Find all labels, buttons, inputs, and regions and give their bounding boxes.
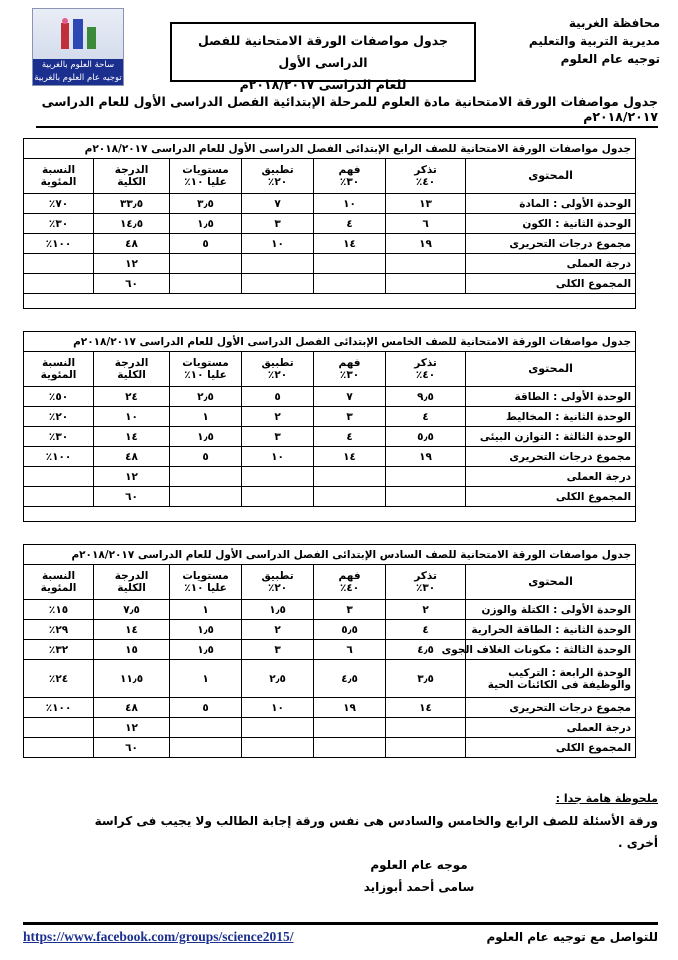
row-label: درجة العملى (466, 254, 636, 274)
cell: ٢٠٪ (24, 407, 94, 427)
table-row (24, 467, 636, 487)
header-cell: المحتوى (466, 352, 636, 387)
row-label: درجة العملى (466, 467, 636, 487)
table-header-row (24, 565, 636, 600)
logo-text-1: ساحة العلوم بالغربية (41, 60, 115, 70)
cell: ٣٢٪ (24, 640, 94, 660)
header-cell: الدرجة الكلية (94, 352, 170, 387)
cell: ١٥٪ (24, 600, 94, 620)
cell: ١٤ (386, 698, 466, 718)
cell (314, 738, 386, 758)
header-cell: المحتوى (466, 565, 636, 600)
cell (242, 254, 314, 274)
cell: ١٤ (94, 427, 170, 447)
header-cell: تطبيق ٢٠٪ (242, 565, 314, 600)
cell: ١٤٫٥ (94, 214, 170, 234)
cell: ٥ (170, 447, 242, 467)
row-label: الوحدة الأولى : الكتلة والوزن (466, 600, 636, 620)
table-spacer (24, 294, 636, 309)
cell (314, 254, 386, 274)
cell: ١٫٥ (170, 214, 242, 234)
cell: ٦٠ (94, 274, 170, 294)
cell: ٢ (386, 600, 466, 620)
cell: ٣ (314, 600, 386, 620)
table-title: جدول مواصفات الورقة الامتحانية للصف السادس الإبتدائى الفصل الدراسى الأول للعام الدراسى ٢٠١٨/٢٠١٧م (24, 545, 636, 565)
cell: ٤ (314, 427, 386, 447)
cell: ٤ (386, 407, 466, 427)
table-row (24, 600, 636, 620)
cell (242, 274, 314, 294)
cell (386, 718, 466, 738)
header-cell: الدرجة الكلية (94, 159, 170, 194)
cell: ١ (170, 407, 242, 427)
cell (24, 487, 94, 507)
cell: ٤٨ (94, 698, 170, 718)
cell (170, 738, 242, 758)
header-title-box (170, 22, 476, 92)
row-label: مجموع درجات التحريرى (466, 234, 636, 254)
cell: ٦ (386, 214, 466, 234)
table-header-row (24, 159, 636, 194)
cell: ١٠٠٪ (24, 234, 94, 254)
table-row (24, 698, 636, 718)
cell: ١٫٥ (170, 640, 242, 660)
cell: ٣٠٪ (24, 427, 94, 447)
table-row (24, 620, 636, 640)
cell: ١٠ (242, 447, 314, 467)
cell: ١٫٥ (170, 620, 242, 640)
table-row (24, 487, 636, 507)
signer-name: سامى أحمد أبوزايد (363, 880, 475, 894)
cell: ١ (170, 600, 242, 620)
cell (386, 738, 466, 758)
cell (24, 254, 94, 274)
header-cell: مستويات عليا ١٠٪ (170, 565, 242, 600)
logo (32, 8, 124, 86)
cell: ٥ (170, 234, 242, 254)
cell (24, 738, 94, 758)
cell: ٣ (242, 427, 314, 447)
directorate-header (500, 14, 660, 68)
header-cell: النسبة المئوية (24, 159, 94, 194)
cell: ١٩ (386, 234, 466, 254)
cell (314, 274, 386, 294)
cell: ١٤ (314, 447, 386, 467)
cell: ١٠ (94, 407, 170, 427)
table-spacer (24, 507, 636, 522)
contact-text: للتواصل مع توجيه عام العلوم (486, 930, 658, 944)
cell: ١٫٥ (170, 427, 242, 447)
cell: ١٩ (314, 698, 386, 718)
row-label: الوحدة الأولى : المادة (466, 194, 636, 214)
table-row (24, 254, 636, 274)
row-label: الوحدة الثانية : الطاقة الحرارية (466, 620, 636, 640)
cell: ١٢ (94, 467, 170, 487)
table-row (24, 234, 636, 254)
cell: ١٠ (242, 698, 314, 718)
facebook-group-link[interactable]: https://www.facebook.com/groups/science2015/ (23, 929, 294, 944)
cell (314, 718, 386, 738)
cell: ٢٤٪ (24, 660, 94, 698)
table-row (24, 447, 636, 467)
cell: ٦٠ (94, 738, 170, 758)
cell (242, 467, 314, 487)
header-cell: مستويات عليا ١٠٪ (170, 159, 242, 194)
page-title: جدول مواصفات الورقة الامتحانية مادة العلوم للمرحلة الإبتدائية الفصل الدراسى الأول للعام الدراسى ٢٠١٨/٢٠١٧م (36, 94, 658, 128)
cell: ١٫٥ (242, 600, 314, 620)
cell: ٣٣٫٥ (94, 194, 170, 214)
table-title: جدول مواصفات الورقة الامتحانية للصف الرابع الإبتدائى الفصل الدراسى الأول للعام الدراسى ٢٠١٨/٢٠١٧م (24, 139, 636, 159)
cell: ٢٫٥ (170, 387, 242, 407)
cell (386, 254, 466, 274)
row-label: مجموع درجات التحريرى (466, 698, 636, 718)
cell: ٥ (242, 387, 314, 407)
row-label: المجموع الكلى (466, 738, 636, 758)
logo-flask-icon (59, 17, 99, 53)
cell: ٤٫٥ (386, 640, 466, 660)
cell: ٢٩٪ (24, 620, 94, 640)
logo-text-2: توجيه عام العلوم بالغربية (34, 73, 122, 83)
cell (314, 467, 386, 487)
governorate-name: محافظة الغربية (568, 16, 660, 30)
cell: ٧ (242, 194, 314, 214)
table-row (24, 718, 636, 738)
header-cell: تطبيق ٢٠٪ (242, 352, 314, 387)
cell (242, 718, 314, 738)
row-label: المجموع الكلى (466, 274, 636, 294)
spec-table-grade6 (23, 544, 636, 758)
directorate-name: مديرية التربية والتعليم (528, 34, 660, 48)
cell (386, 274, 466, 294)
cell: ٦ (314, 640, 386, 660)
cell: ٣ (242, 640, 314, 660)
header-cell: تطبيق ٢٠٪ (242, 159, 314, 194)
cell (314, 487, 386, 507)
header-box-line2: للعام الدراسى ٢٠١٨/٢٠١٧م (239, 77, 407, 92)
table-row (24, 427, 636, 447)
cell: ٣ (242, 214, 314, 234)
cell: ٩٫٥ (386, 387, 466, 407)
cell: ٧٠٪ (24, 194, 94, 214)
row-label: مجموع درجات التحريرى (466, 447, 636, 467)
cell: ٣٠٪ (24, 214, 94, 234)
table-header-row (24, 352, 636, 387)
cell: ١٥ (94, 640, 170, 660)
row-label: الوحدة الثانية : المخاليط (466, 407, 636, 427)
cell: ٤ (386, 620, 466, 640)
cell: ٢ (242, 407, 314, 427)
header-box-line1: جدول مواصفات الورقة الامتحانية للفصل الدراسى الأول (198, 33, 448, 70)
cell (170, 254, 242, 274)
cell: ٣٫٥ (170, 194, 242, 214)
cell: ١٠ (242, 234, 314, 254)
cell: ١٤ (314, 234, 386, 254)
cell: ١٠ (314, 194, 386, 214)
row-label: الوحدة الثالثة : التوازن البيئى (466, 427, 636, 447)
header-cell: فهم ٣٠٪ (314, 159, 386, 194)
row-label: درجة العملى (466, 718, 636, 738)
cell (170, 467, 242, 487)
cell: ٣ (314, 407, 386, 427)
cell (24, 274, 94, 294)
spec-table-grade5 (23, 331, 636, 522)
row-label: المجموع الكلى (466, 487, 636, 507)
cell (242, 487, 314, 507)
table-title: جدول مواصفات الورقة الامتحانية للصف الخامس الإبتدائى الفصل الدراسى الأول للعام الدراسى ٢٠١٨/٢٠١٧م (24, 332, 636, 352)
notes-section (60, 788, 658, 898)
cell (24, 467, 94, 487)
row-label: الوحدة الرابعة : التركيب والوظيفة فى الكائنات الحية (466, 660, 636, 698)
cell (170, 718, 242, 738)
header-cell: النسبة المئوية (24, 565, 94, 600)
table-row (24, 660, 636, 698)
cell: ١١٫٥ (94, 660, 170, 698)
cell (24, 718, 94, 738)
cell: ١٠٠٪ (24, 447, 94, 467)
cell: ١٢ (94, 254, 170, 274)
header-cell: الدرجة الكلية (94, 565, 170, 600)
row-label: الوحدة الثالثة : مكونات الغلاف الجوى (466, 640, 636, 660)
header-cell: فهم ٣٠٪ (314, 352, 386, 387)
header-cell: النسبة المئوية (24, 352, 94, 387)
header-cell: تذكر ٤٠٪ (386, 352, 466, 387)
cell: ١٢ (94, 718, 170, 738)
table-row (24, 407, 636, 427)
table-row (24, 387, 636, 407)
cell: ٣٫٥ (386, 660, 466, 698)
cell: ٥٫٥ (314, 620, 386, 640)
cell (170, 274, 242, 294)
table-row (24, 640, 636, 660)
table-row (24, 274, 636, 294)
table-row (24, 214, 636, 234)
cell: ٢ (242, 620, 314, 640)
cell: ٤٫٥ (314, 660, 386, 698)
cell: ١٣ (386, 194, 466, 214)
signer-title: موجه عام العلوم (370, 858, 468, 872)
cell: ٢٤ (94, 387, 170, 407)
cell: ٥٠٪ (24, 387, 94, 407)
cell: ٧٫٥ (94, 600, 170, 620)
cell: ٧ (314, 387, 386, 407)
cell: ١٩ (386, 447, 466, 467)
logo-caption (33, 59, 123, 85)
header-cell: فهم ٤٠٪ (314, 565, 386, 600)
cell: ٤٨ (94, 234, 170, 254)
cell: ٢٫٥ (242, 660, 314, 698)
cell: ١٠٠٪ (24, 698, 94, 718)
cell: ٦٠ (94, 487, 170, 507)
cell: ٥٫٥ (386, 427, 466, 447)
cell (386, 467, 466, 487)
cell: ٥ (170, 698, 242, 718)
header-cell: تذكر ٤٠٪ (386, 159, 466, 194)
cell: ١٤ (94, 620, 170, 640)
cell: ١ (170, 660, 242, 698)
header-cell: المحتوى (466, 159, 636, 194)
cell (242, 738, 314, 758)
row-label: الوحدة الثانية : الكون (466, 214, 636, 234)
cell: ٤٨ (94, 447, 170, 467)
footer (23, 922, 658, 949)
cell (386, 487, 466, 507)
cell: ٤ (314, 214, 386, 234)
note-text: ورقة الأسئلة للصف الرابع والخامس والسادس هى نفس ورقة إجابة الطالب ولا يجيب فى كراسة أخرى . (94, 814, 658, 850)
cell (170, 487, 242, 507)
department-name: توجيه عام العلوم (560, 52, 660, 66)
header-cell: مستويات عليا ١٠٪ (170, 352, 242, 387)
table-row (24, 738, 636, 758)
table-row (24, 194, 636, 214)
note-label: ملحوظة هامة جدا : (555, 792, 658, 805)
spec-table-grade4 (23, 138, 636, 309)
header-cell: تذكر ٣٠٪ (386, 565, 466, 600)
row-label: الوحدة الأولى : الطاقة (466, 387, 636, 407)
